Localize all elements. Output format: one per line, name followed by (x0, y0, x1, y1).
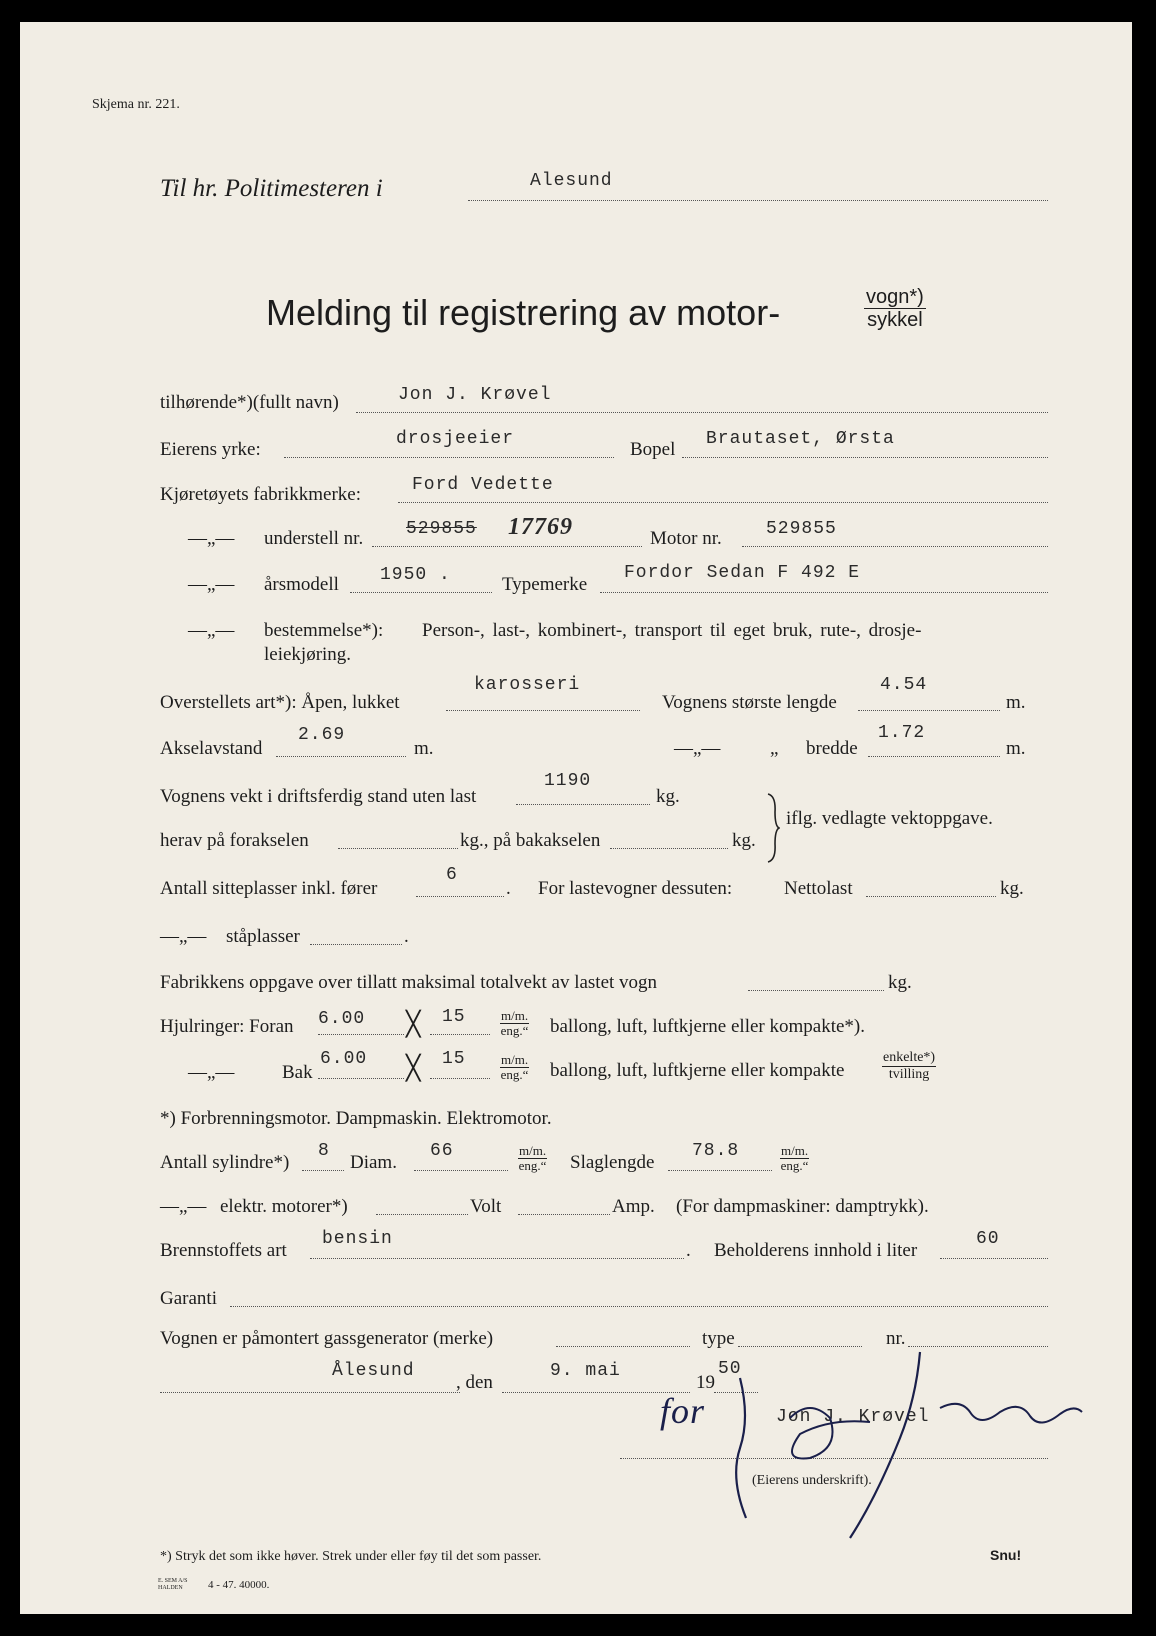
signature-typed: Jon J. Krøvel (776, 1407, 930, 1427)
rear-axle-line (610, 848, 728, 849)
type-value: Fordor Sedan F 492 E (624, 563, 861, 583)
stroke-line (668, 1170, 772, 1171)
year-prefix: 19 (696, 1372, 715, 1393)
guarantee-line (230, 1306, 1048, 1307)
print-number: 4 - 47. 40000. (208, 1579, 270, 1591)
seats-line (416, 896, 504, 897)
maxweight-line (748, 990, 884, 991)
day-value: 9. mai (550, 1361, 621, 1381)
front-axle-label: herav på forakselen (160, 830, 309, 851)
electric-ditto: —„— (160, 1196, 207, 1217)
fuel-label: Brennstoffets art (160, 1240, 287, 1261)
make-line (398, 502, 1048, 503)
amp-line (518, 1214, 610, 1215)
wheels-rear-unit (500, 1053, 529, 1082)
wheels-rear-label: Bak (282, 1062, 313, 1083)
model-ditto: —„— (188, 574, 235, 595)
residence-value: Brautaset, Ørsta (706, 429, 895, 449)
diam-unit (518, 1144, 547, 1173)
maxweight-unit: kg. (888, 972, 912, 993)
seats-value: 6 (446, 865, 458, 885)
form-number: Skjema nr. 221. (92, 97, 180, 112)
turn-over: Snu! (990, 1547, 1022, 1563)
form-title: Melding til registrering av motor- (266, 292, 781, 333)
date-den: , den (456, 1372, 493, 1393)
steam-label: (For dampmaskiner: damptrykk). (676, 1196, 929, 1217)
volt-line (376, 1214, 468, 1215)
cargo-label: For lastevogner dessuten: (538, 878, 733, 899)
length-line (858, 710, 1000, 711)
city-value: Alesund (530, 171, 613, 191)
body-label: Overstellets art*): Åpen, lukket (160, 692, 400, 713)
model-label: årsmodell (264, 574, 339, 595)
motor-value: 529855 (766, 519, 837, 539)
wheels-rear-unit-bottom: eng.“ (500, 1067, 529, 1082)
diam-unit-top: m/m. (519, 1143, 547, 1158)
type-line (600, 592, 1048, 593)
chassis-label: understell nr. (264, 528, 364, 549)
standing-line (310, 944, 402, 945)
occupation-value: drosjeeier (396, 429, 515, 449)
axle-unit: m. (414, 738, 434, 759)
width-label: bredde (806, 738, 858, 759)
city-line (468, 200, 1048, 201)
cylinders-line (302, 1170, 344, 1171)
wheels-front-text: ballong, luft, luftkjerne eller kompakte*). (550, 1016, 865, 1037)
body-value: karosseri (474, 675, 581, 695)
length-unit: m. (1006, 692, 1026, 713)
wheels-rear-diam-line (430, 1078, 490, 1079)
printer-city: HALDEN (158, 1585, 183, 1591)
wheels-rear-text: ballong, luft, luftkjerne eller kompakte (550, 1060, 845, 1081)
standing-ditto: —„— (160, 926, 207, 947)
wheels-rear-width-line (318, 1078, 404, 1079)
recipient-label: Til hr. Politimesteren i (160, 175, 383, 202)
purpose-line2: leiekjøring. (264, 644, 352, 665)
gas-label: Vognen er påmontert gassgenerator (merke) (160, 1328, 494, 1349)
form-page (20, 22, 1132, 1614)
type-label: Typemerke (502, 574, 588, 595)
wheels-rear-config (882, 1050, 936, 1083)
motor-line (742, 546, 1048, 547)
stroke-unit (780, 1144, 809, 1173)
standing-label: ståplasser (226, 926, 300, 947)
width-ditto2: „ (770, 738, 779, 759)
weight-label: Vognens vekt i driftsferdig stand uten last (160, 786, 477, 807)
diam-unit-bottom: eng.“ (518, 1158, 547, 1173)
model-line (350, 592, 492, 593)
weight-note: iflg. vedlagte vektoppgave. (786, 808, 993, 829)
axle-label: Akselavstand (160, 738, 263, 759)
engine-types: *) Forbrenningsmotor. Dampmaskin. Elektromotor. (160, 1108, 552, 1129)
width-ditto: —„— (674, 738, 721, 759)
residence-label: Bopel (630, 439, 676, 460)
chassis-value: 17769 (508, 514, 573, 540)
rear-axle-label: kg., på bakakselen (460, 830, 601, 851)
year-value: 50 (718, 1359, 742, 1379)
length-label: Vognens største lengde (662, 692, 837, 713)
chassis-ditto: —„— (188, 528, 235, 549)
wheels-front-diam: 15 (442, 1007, 466, 1027)
fuel-dot: . (686, 1240, 691, 1261)
diam-value: 66 (430, 1141, 454, 1161)
purpose-label: bestemmelse*): (264, 620, 384, 641)
gas-nr-label: nr. (886, 1328, 906, 1349)
wheels-front-width-line (318, 1034, 404, 1035)
width-unit: m. (1006, 738, 1026, 759)
wheels-front-diam-line (430, 1034, 490, 1035)
chassis-struck: 529855 (406, 519, 477, 539)
axle-value: 2.69 (298, 725, 346, 745)
weight-line (516, 804, 650, 805)
owner-value: Jon J. Krøvel (398, 385, 552, 405)
make-label: Kjøretøyets fabrikkmerke: (160, 484, 362, 505)
make-value: Ford Vedette (412, 475, 554, 495)
title-frac-bottom: sykkel (867, 309, 923, 331)
owner-line (356, 412, 1048, 413)
tank-line (940, 1258, 1048, 1259)
electric-label: elektr. motorer*) (220, 1196, 348, 1217)
rear-axle-unit: kg. (732, 830, 756, 851)
occupation-label: Eierens yrke: (160, 439, 261, 460)
weight-unit: kg. (656, 786, 680, 807)
place-value: Ålesund (332, 1361, 415, 1381)
motor-label: Motor nr. (650, 528, 722, 549)
fuel-line (310, 1258, 684, 1259)
owner-label: tilhørende*)(fullt navn) (160, 392, 339, 413)
wheels-rear-unit-top: m/m. (501, 1052, 529, 1067)
guarantee-label: Garanti (160, 1288, 217, 1309)
wheels-rear-times: ╳ (406, 1056, 421, 1082)
cylinders-label: Antall sylindre*) (160, 1152, 290, 1173)
wheels-front-unit-top: m/m. (501, 1008, 529, 1023)
tank-value: 60 (976, 1229, 1000, 1249)
purpose-line1: Person-, last-, kombinert-, transport til eget bruk, rute-, drosje- (422, 620, 922, 641)
standing-dot: . (404, 926, 409, 947)
wheels-rear-config-top: enkelte*) (883, 1050, 936, 1065)
gas-make-line (556, 1346, 690, 1347)
amp-label: Amp. (612, 1196, 655, 1217)
width-value: 1.72 (878, 723, 926, 743)
wheels-front-label: Hjulringer: Foran (160, 1016, 294, 1037)
tank-label: Beholderens innhold i liter (714, 1240, 918, 1261)
wheels-rear-ditto: —„— (188, 1062, 235, 1083)
stroke-unit-top: m/m. (781, 1143, 809, 1158)
wheels-rear-config-bottom: tvilling (888, 1067, 930, 1082)
title-frac-top: vogn*) (866, 286, 924, 308)
occupation-line (284, 457, 614, 458)
fuel-value: bensin (322, 1229, 393, 1249)
signature-label: (Eierens underskrift). (752, 1473, 872, 1488)
maxweight-label: Fabrikkens oppgave over tillatt maksimal totalvekt av lastet vogn (160, 972, 658, 993)
footer-note: *) Stryk det som ikke høver. Strek under eller føy til det som passer. (160, 1549, 542, 1564)
wheels-rear-width: 6.00 (320, 1049, 368, 1069)
stroke-unit-bottom: eng.“ (780, 1158, 809, 1173)
diam-line (414, 1170, 508, 1171)
place-line (160, 1392, 460, 1393)
weight-value: 1190 (544, 771, 592, 791)
residence-line (682, 457, 1048, 458)
title-fraction (864, 286, 926, 331)
handwritten-signature (680, 1338, 1100, 1548)
signature-prefix: for (660, 1391, 706, 1431)
stroke-label: Slaglengde (570, 1152, 655, 1173)
gas-type-label: type (702, 1328, 735, 1349)
volt-label: Volt (470, 1196, 502, 1217)
body-line (446, 710, 640, 711)
seats-label: Antall sitteplasser inkl. fører (160, 878, 378, 899)
net-load-unit: kg. (1000, 878, 1024, 899)
wheels-front-width: 6.00 (318, 1009, 366, 1029)
length-value: 4.54 (880, 675, 928, 695)
net-load-label: Nettolast (784, 878, 853, 899)
seats-dot: . (506, 878, 511, 899)
cylinders-value: 8 (318, 1141, 330, 1161)
printer-name: E. SEM A/S (158, 1578, 188, 1584)
stroke-value: 78.8 (692, 1141, 740, 1161)
diam-label: Diam. (350, 1152, 397, 1173)
axle-line (276, 756, 406, 757)
net-load-line (866, 896, 996, 897)
model-value: 1950 . (380, 565, 451, 585)
front-axle-line (338, 848, 458, 849)
wheels-front-unit (500, 1009, 529, 1038)
wheels-front-times: ╳ (406, 1012, 421, 1038)
wheels-rear-diam: 15 (442, 1049, 466, 1069)
purpose-ditto: —„— (188, 620, 235, 641)
width-line (868, 756, 1000, 757)
brace-icon (766, 792, 780, 864)
wheels-front-unit-bottom: eng.“ (500, 1023, 529, 1038)
chassis-line (372, 546, 642, 547)
